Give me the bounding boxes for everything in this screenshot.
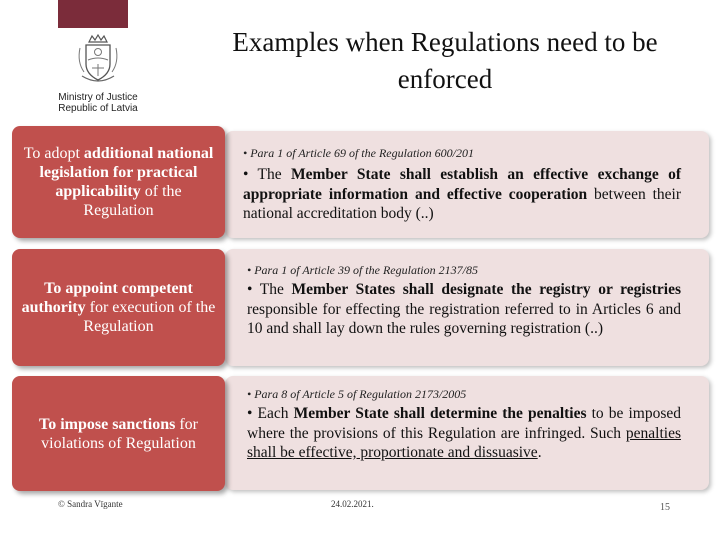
regulation-text: to be imposed where the provisions of this Regulation are infringed. Such (247, 405, 681, 442)
regulation-text: • The (243, 166, 292, 183)
ministry-name-line2: Republic of Latvia (58, 103, 138, 114)
title-line1: Examples when Regulations need to be (232, 27, 658, 57)
ministry-name (46, 92, 150, 114)
title-line2: enforced (397, 64, 493, 94)
coat-of-arms-icon (76, 32, 120, 88)
category-emphasis: To appoint competent authority (21, 280, 193, 316)
regulation-text: . (537, 444, 542, 461)
regulation-text: responsible for effecting the registration referred to in Articles 6 and 10 and shall lay down the rules governing registration (..) (247, 300, 681, 337)
regulation-emphasis: Member States shall designate the registry or registries (291, 281, 681, 298)
category-emphasis: additional national legislation for practical applicability (39, 145, 214, 200)
regulation-emphasis: Member State shall determine the penalties (293, 405, 587, 422)
regulation-text: • Each (247, 405, 294, 422)
regulation-text: • The (247, 281, 292, 298)
regulation-text: between their national accreditation body (..) (243, 185, 681, 222)
regulation-underlined: penalties shall be effective, proportionate and dissuasive (247, 424, 681, 461)
regulation-emphasis: Member State shall establish an effective exchange of appropriate information and effective cooperation (243, 166, 681, 203)
footer-date: 24.02.2021. (331, 499, 374, 509)
regulation-text-2 (247, 280, 681, 339)
category-text: for execution of the Regulation (83, 299, 216, 335)
ministry-logo (46, 32, 150, 126)
category-box-authority (12, 249, 225, 366)
footer-author: © Sandra Vīgante (58, 499, 123, 509)
regulation-text-1 (243, 165, 681, 224)
page-number: 15 (660, 502, 670, 513)
category-emphasis: To impose sanctions (39, 415, 176, 433)
category-text: of the Regulation (83, 183, 182, 219)
category-box-sanctions (12, 376, 225, 491)
top-accent-bar (58, 0, 128, 28)
regulation-text-3 (247, 404, 681, 463)
citation-3: • Para 8 of Article 5 of Regulation 2173/2005 (247, 387, 467, 401)
category-box-legislation (12, 126, 225, 238)
ministry-name-line1: Ministry of Justice (58, 92, 138, 103)
page-title (190, 24, 700, 98)
citation-1: • Para 1 of Article 69 of the Regulation 600/201 (243, 146, 474, 160)
category-text: for violations of Regulation (41, 415, 198, 452)
citation-2: • Para 1 of Article 39 of the Regulation 2137/85 (247, 263, 478, 277)
category-text: To adopt (23, 145, 84, 162)
